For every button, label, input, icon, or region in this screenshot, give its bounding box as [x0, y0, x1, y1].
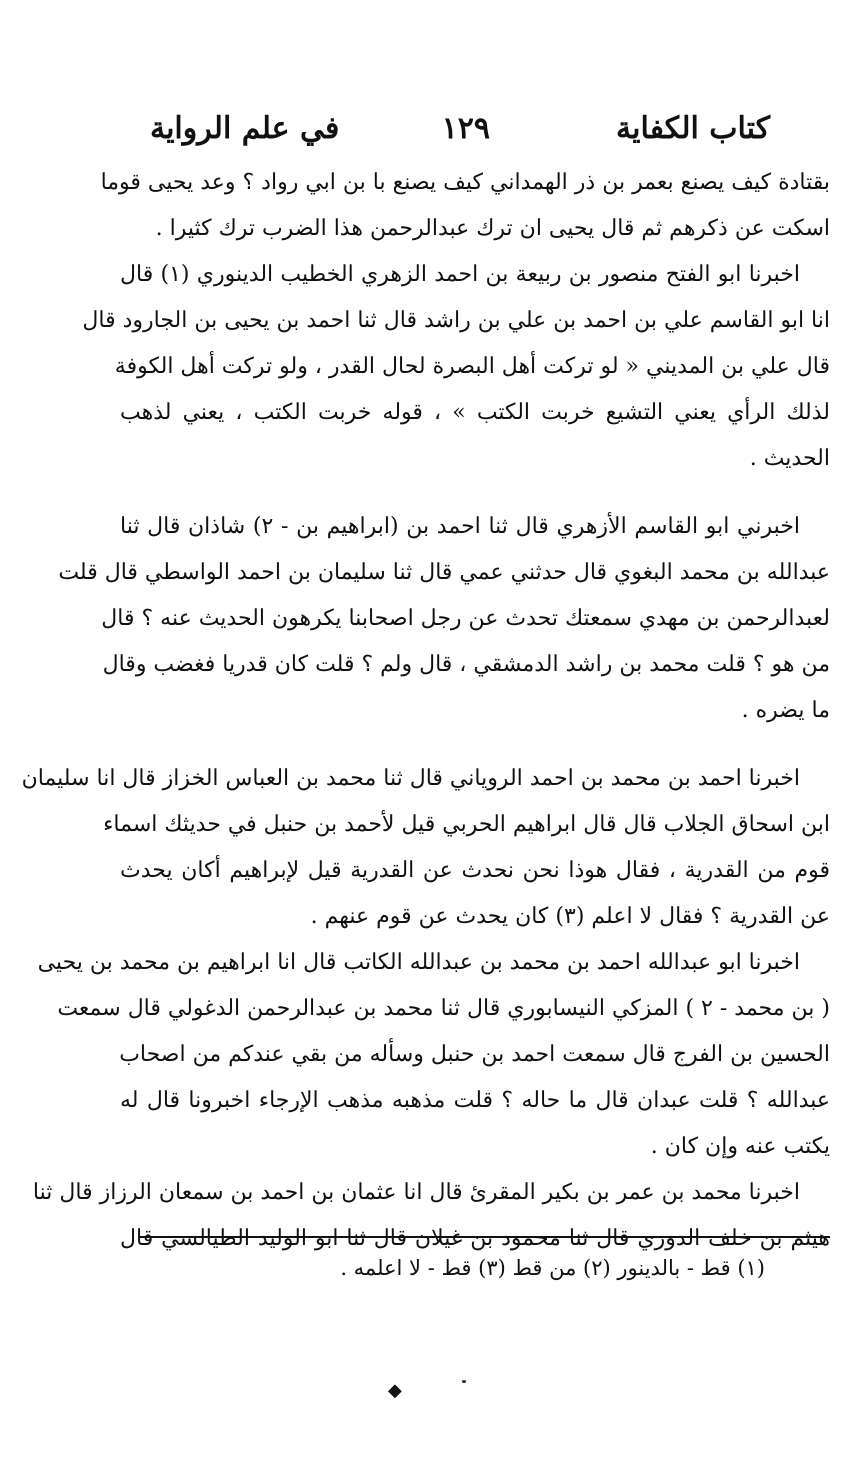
text-line: الحسين بن الفرج قال سمعت احمد بن حنبل وسأله من بقي عندكم من اصحاب [119, 1042, 830, 1067]
text-line: الحديث . [749, 446, 830, 471]
text-line: ( بن محمد - ٢ ) المزكي النيسابوري قال ثنا محمد بن عبدالرحمن الدغولي قال سمعت [57, 996, 830, 1021]
text-line: اخبرنا ابو الفتح منصور بن ربيعة بن احمد الزهري الخطيب الدينوري (١) قال [120, 262, 801, 287]
text-line: بقتادة كيف يصنع بعمر بن ذر الهمداني كيف يصنع با بن ابي رواد ؟ وعد يحيى قوما [100, 170, 830, 195]
book-subtitle: في علم الرواية [150, 111, 340, 146]
footnotes: (١) قط - بالدينور (٢) من قط (٣) قط - لا اعلمه . [340, 1256, 765, 1280]
text-line: اخبرنا محمد بن عمر بن بكير المقرئ قال انا عثمان بن احمد بن سمعان الرزاز قال ثنا [32, 1180, 800, 1205]
text-line: انا ابو القاسم علي بن احمد بن علي بن راشد قال ثنا احمد بن يحيى بن الجارود قال [82, 308, 830, 333]
book-title: كتاب الكفاية [616, 111, 770, 146]
text-line: اخبرنا ابو عبدالله احمد بن محمد بن عبدالله الكاتب قال انا ابراهيم بن محمد بن يحيى [37, 950, 800, 975]
text-line: عبدالله بن محمد البغوي قال حدثني عمي قال ثنا سليمان بن احمد الواسطي قال قلت [58, 560, 830, 585]
text-line: اسكت عن ذكرهم ثم قال يحيى ان ترك عبدالرحمن هذا الضرب ترك كثيرا . [155, 216, 830, 241]
text-line: لذلك الرأي يعني التشيع خربت الكتب » ، قوله خربت الكتب ، يعني لذهب [120, 400, 830, 425]
body-text [21, 160, 830, 1262]
text-line: اخبرنا احمد بن محمد بن احمد الروياني قال ثنا محمد بن العباس الخزاز قال انا سليمان [21, 766, 800, 791]
text-line: لعبدالرحمن بن مهدي سمعتك تحدث عن رجل اصحابنا يكرهون الحديث عنه ؟ قال [101, 606, 830, 631]
footnote-divider [140, 1236, 830, 1238]
text-line: من هو ؟ قلت محمد بن راشد الدمشقي ، قال ولم ؟ قلت كان قدريا فغضب وقال [102, 652, 830, 677]
text-line: هيثم بن خلف الدوري قال ثنا محمود بن غيلان قال ثنا ابو الوليد الطيالسي قال [120, 1226, 830, 1251]
page-number: ١٢٩ [441, 111, 490, 146]
text-line: قال علي بن المديني « لو تركت أهل البصرة لحال القدر ، ولو تركت أهل الكوفة [114, 354, 830, 379]
text-line: ما يضره . [741, 698, 830, 723]
text-line: عن القدرية ؟ فقال لا اعلم (٣) كان يحدث عن قوم عنهم . [310, 904, 830, 929]
text-line: ابن اسحاق الجلاب قال قال ابراهيم الحربي قيل لأحمد بن حنبل في حديثك اسماء [103, 812, 830, 837]
print-speck [462, 1380, 466, 1383]
text-line: يكتب عنه وإن كان . [650, 1134, 830, 1159]
text-line: عبدالله ؟ قلت عبدان قال ما حاله ؟ قلت مذهبه مذهب الإرجاء اخبرونا قال له [120, 1088, 830, 1113]
page-header [150, 104, 770, 154]
ornament-icon: ◆ [388, 1380, 402, 1401]
text-line: قوم من القدرية ، فقال هوذا نحن نحدث عن القدرية قيل لإبراهيم أكان يحدث [120, 858, 830, 883]
text-line: اخبرني ابو القاسم الأزهري قال ثنا احمد بن (ابراهيم بن - ٢) شاذان قال ثنا [120, 514, 801, 539]
